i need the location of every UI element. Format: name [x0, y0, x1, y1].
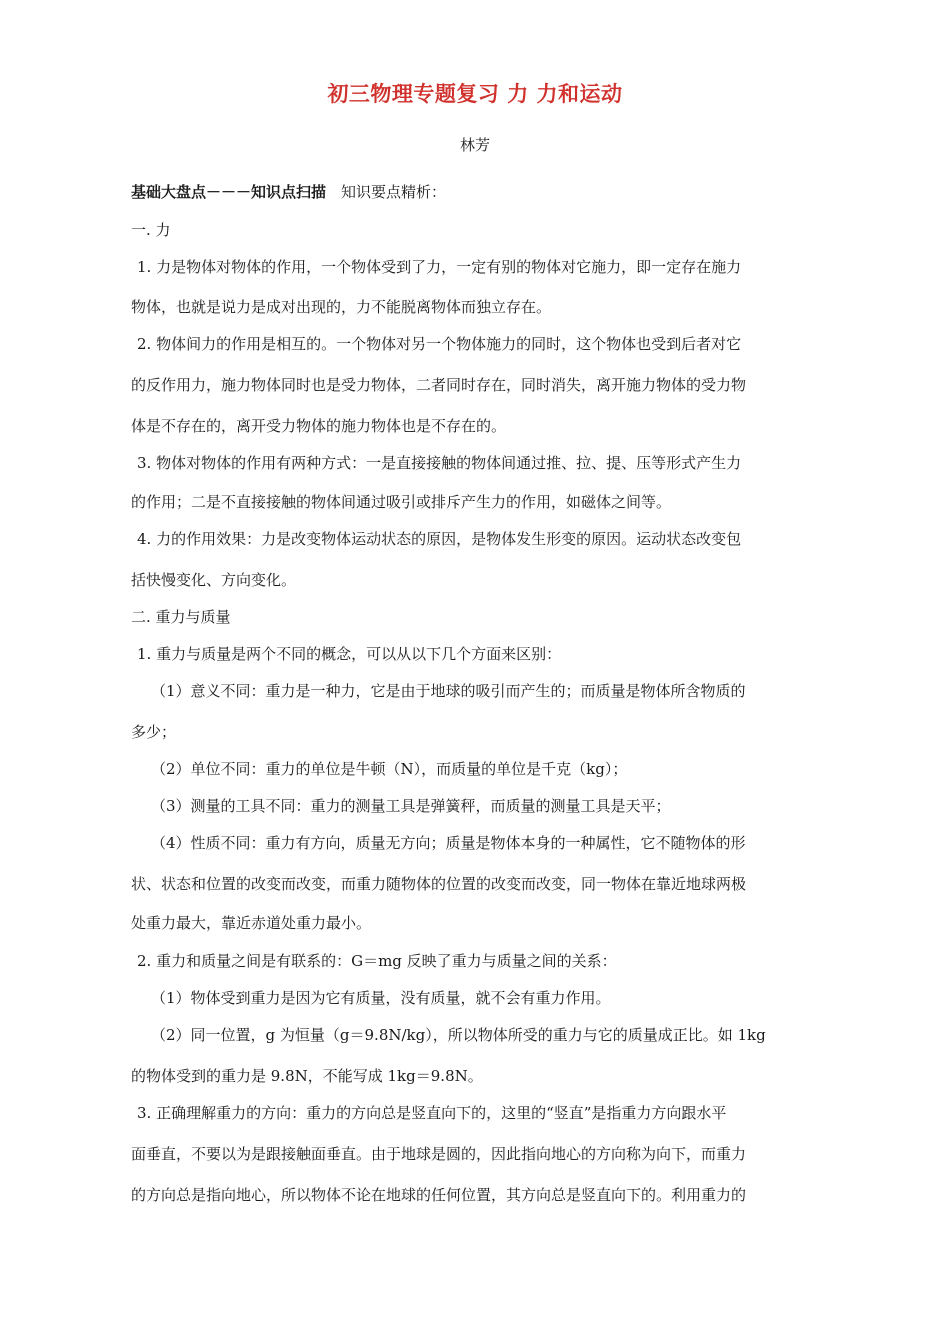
gravity-1-item-1-line-2: 多少； [131, 723, 177, 741]
paragraph-4-line-2: 括快慢变化、方向变化。 [131, 571, 297, 589]
paragraph-1-line-2: 物体，也就是说力是成对出现的，力不能脱离物体而独立存在。 [131, 298, 552, 316]
paragraph-3-line-1: 3. 物体对物体的作用有两种方式：一是直接接触的物体间通过推、拉、提、压等形式产生力 [137, 454, 742, 472]
author-name: 林芳 [459, 136, 490, 154]
intro-line [131, 182, 821, 202]
page-title: 初三物理专题复习 力 力和运动 [327, 81, 623, 106]
gravity-point-3-line-2: 面垂直，不要以为是跟接触面垂直。由于地球是圆的，因此指向地心的方向称为向下，而重力 [131, 1145, 747, 1163]
gravity-point-3-line-3: 的方向总是指向地心，所以物体不论在地球的任何位置，其方向总是竖直向下的。利用重力的 [131, 1186, 747, 1204]
gravity-1-item-4-line-2: 状、状态和位置的改变而改变，而重力随物体的位置的改变而改变，同一物体在靠近地球两极 [131, 875, 747, 893]
paragraph-3-line-2: 的作用；二是不直接接触的物体间通过吸引或排斥产生力的作用，如磁体之间等。 [131, 493, 672, 511]
gravity-point-3-line-1: 3. 正确理解重力的方向：重力的方向总是竖直向下的，这里的“竖直”是指重力方向跟水平 [137, 1104, 727, 1122]
gravity-1-item-1-line-1: （1）意义不同：重力是一种力，它是由于地球的吸引而产生的；而质量是物体所含物质的 [151, 682, 746, 700]
gravity-1-item-4-line-1: （4）性质不同：重力有方向，质量无方向；质量是物体本身的一种属性，它不随物体的形 [151, 834, 746, 852]
gravity-point-2: 2. 重力和质量之间是有联系的：G＝mg 反映了重力与质量之间的关系： [137, 952, 617, 970]
paragraph-2-line-3: 体是不存在的，离开受力物体的施力物体也是不存在的。 [131, 417, 507, 435]
gravity-2-item-2-line-1: （2）同一位置，g 为恒量（g＝9.8N/kg），所以物体所受的重力与它的质量成正比。如 1kg [151, 1026, 766, 1044]
gravity-2-item-1: （1）物体受到重力是因为它有质量，没有质量，就不会有重力作用。 [151, 989, 611, 1007]
paragraph-2-line-2: 的反作用力，施力物体同时也是受力物体，二者同时存在，同时消失，离开施力物体的受力物 [131, 376, 747, 394]
section-1-heading: 一. 力 [131, 221, 171, 239]
gravity-1-item-4-line-3: 处重力最大，靠近赤道处重力最小。 [131, 914, 372, 932]
section-2-heading: 二. 重力与质量 [131, 608, 231, 626]
gravity-1-item-3: （3）测量的工具不同：重力的测量工具是弹簧秤，而质量的测量工具是天平； [151, 797, 671, 815]
gravity-2-item-2-line-2: 的物体受到的重力是 9.8N，不能写成 1kg＝9.8N。 [131, 1067, 483, 1085]
gravity-1-item-2: （2）单位不同：重力的单位是牛顿（N），而质量的单位是千克（kg）； [151, 760, 628, 778]
paragraph-2-line-1: 2. 物体间力的作用是相互的。一个物体对另一个物体施力的同时，这个物体也受到后者对它 [137, 335, 742, 353]
intro-bold-heading: 基础大盘点－－－知识点扫描 [131, 183, 327, 201]
intro-subheading: 知识要点精析： [326, 183, 447, 201]
paragraph-1-line-1: 1. 力是物体对物体的作用，一个物体受到了力，一定有别的物体对它施力，即一定存在施力 [137, 258, 742, 276]
gravity-point-1: 1. 重力与质量是两个不同的概念，可以从以下几个方面来区别： [137, 645, 562, 663]
paragraph-4-line-1: 4. 力的作用效果：力是改变物体运动状态的原因，是物体发生形变的原因。运动状态改变包 [137, 530, 742, 548]
